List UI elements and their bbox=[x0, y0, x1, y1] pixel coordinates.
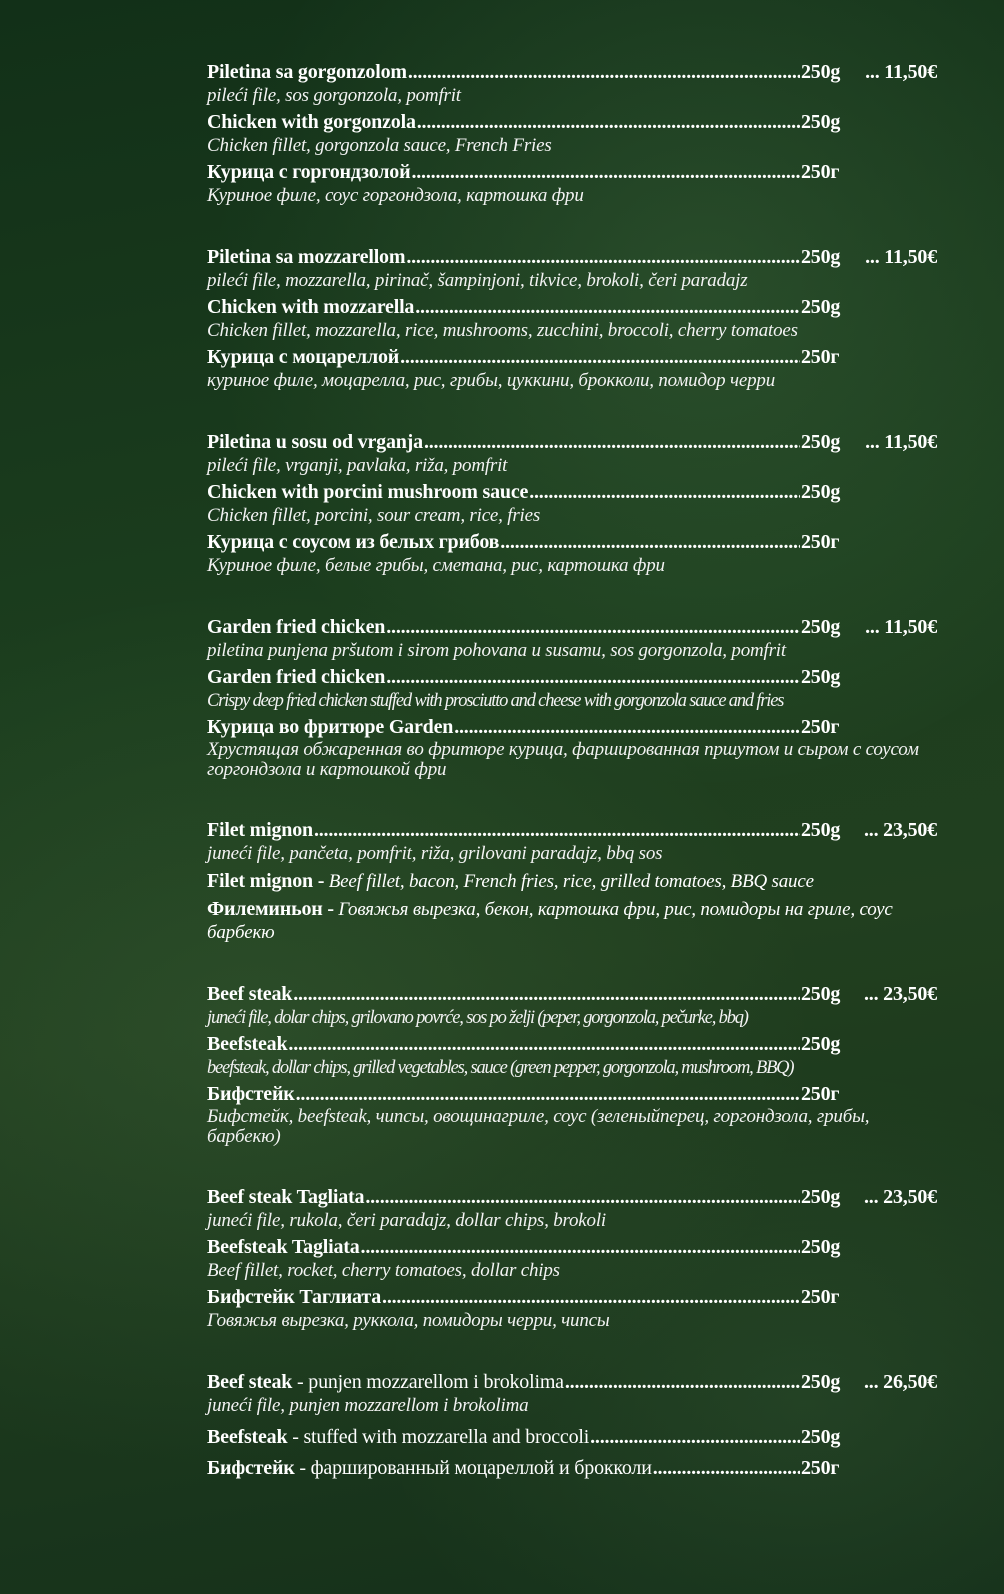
dish-description: pileći file, mozzarella, pirinač, šampinjoni, tikvice, brokoli, čeri paradajz bbox=[207, 270, 748, 291]
leader-dots bbox=[653, 1456, 800, 1481]
dish-line bbox=[207, 1456, 937, 1481]
dish-line bbox=[207, 345, 937, 370]
dish-description: Говяжья вырезка, руккола, помидоры черри, чипсы bbox=[207, 1310, 610, 1331]
dish-subtitle: - фаршированный моцареллой и брокколи bbox=[294, 1457, 652, 1479]
menu-item-beef-steak-stuffed bbox=[207, 1370, 937, 1481]
dish-weight: 250g bbox=[801, 1236, 841, 1258]
dish-weight: 250g bbox=[801, 616, 841, 638]
dish-line bbox=[207, 60, 937, 85]
dish-price: ... 11,50€ bbox=[865, 61, 937, 83]
dish-name: Piletina u sosu od vrganja bbox=[207, 431, 423, 453]
menu-item-filet-mignon bbox=[207, 818, 937, 944]
dish-line bbox=[207, 430, 937, 455]
dish-description: Хрустящая обжаренная во фритюре курица, фаршированная пршутом и сыром с соусом горгондзола и картошкой фри bbox=[207, 739, 919, 780]
dish-weight: 250г bbox=[801, 161, 840, 183]
leader-dots bbox=[293, 982, 800, 1007]
dish-name: Garden fried chicken bbox=[207, 666, 386, 688]
dish-weight: 250г bbox=[801, 1457, 840, 1479]
leader-dots bbox=[314, 818, 800, 843]
dish-line bbox=[207, 530, 937, 555]
dish-description: Говяжья вырезка, бекон, картошка фри, рис, помидоры на гриле, соус барбекю bbox=[207, 899, 893, 943]
dish-weight: 250g bbox=[801, 666, 841, 688]
dish-name: Beefsteak bbox=[207, 1033, 288, 1055]
dish-line bbox=[207, 665, 937, 690]
dish-name: Beefsteak Tagliata bbox=[207, 1236, 360, 1258]
dish-name: Piletina sa mozzarellom bbox=[207, 246, 406, 268]
dish-description: Бифстейк, beefsteak, чипсы, овощинагриле, соус (зеленыйперец, горгондзола, грибы, барбекю) bbox=[207, 1106, 870, 1147]
dish-name: Beefsteak bbox=[207, 1426, 288, 1448]
dish-description: pileći file, sos gorgonzola, pomfrit bbox=[207, 85, 461, 106]
leader-dots bbox=[500, 530, 800, 555]
dish-subtitle: - stuffed with mozzarella and broccoli bbox=[287, 1426, 590, 1448]
dish-name: Филеминьон - bbox=[207, 898, 334, 920]
menu-list bbox=[207, 60, 937, 1519]
dish-weight: 250g bbox=[801, 1371, 841, 1393]
menu-item-beef-steak bbox=[207, 982, 937, 1147]
dish-description: куриное филе, моцарелла, рис, грибы, цуккини, брокколи, помидор черри bbox=[207, 370, 776, 391]
leader-dots bbox=[361, 1235, 800, 1260]
leader-dots bbox=[386, 665, 800, 690]
dish-line bbox=[207, 982, 937, 1007]
leader-dots bbox=[400, 345, 800, 370]
dish-description: Beef fillet, bacon, French fries, rice, grilled tomatoes, BBQ sauce bbox=[324, 871, 814, 892]
dish-description: juneći file, punjen mozzarellom i brokolima bbox=[207, 1395, 529, 1416]
dish-line bbox=[207, 715, 937, 740]
dish-name: Beef steak Tagliata bbox=[207, 1186, 365, 1208]
dish-description: Куриное филе, соус горгондзола, картошка фри bbox=[207, 185, 584, 206]
dish-line bbox=[207, 1285, 937, 1310]
dish-description: Beef fillet, rocket, cherry tomatoes, dollar chips bbox=[207, 1260, 560, 1281]
dish-line bbox=[207, 245, 937, 270]
dish-description: Куриное филе, белые грибы, сметана, рис, картошка фри bbox=[207, 555, 665, 576]
dish-price: ... 11,50€ bbox=[865, 246, 937, 268]
dish-name: Filet mignon bbox=[207, 819, 313, 841]
dish-weight: 250г bbox=[801, 1286, 840, 1308]
menu-item-beef-steak-tagliata bbox=[207, 1185, 937, 1332]
dish-price: ... 23,50€ bbox=[863, 819, 937, 841]
dish-line bbox=[207, 1235, 937, 1260]
dish-name: Beef steak bbox=[207, 1371, 293, 1393]
leader-dots bbox=[424, 430, 800, 455]
dish-weight: 250g bbox=[801, 296, 841, 318]
dish-subtitle: - punjen mozzarellom i brokolima bbox=[292, 1371, 564, 1393]
dish-name: Chicken with gorgonzola bbox=[207, 111, 416, 133]
menu-item-garden-fried-chicken bbox=[207, 615, 937, 780]
dish-price: ... 11,50€ bbox=[865, 431, 937, 453]
dish-weight: 250г bbox=[801, 1083, 840, 1105]
dish-line bbox=[207, 110, 937, 135]
dish-line bbox=[207, 1082, 937, 1107]
dish-description: beefsteak, dollar chips, grilled vegetables, sauce (green pepper, gorgonzola, mushroom, BBQ) bbox=[207, 1058, 794, 1078]
dish-name: Курица во фритюре Garden bbox=[207, 716, 454, 738]
leader-dots bbox=[565, 1370, 800, 1395]
dish-description: Chicken fillet, porcini, sour cream, rice, fries bbox=[207, 505, 541, 526]
dish-weight: 250g bbox=[801, 819, 841, 841]
dish-name-group bbox=[207, 1425, 589, 1450]
dish-price: ... 26,50€ bbox=[863, 1371, 937, 1393]
dish-weight: 250г bbox=[801, 346, 840, 368]
leader-dots bbox=[529, 480, 800, 505]
leader-dots bbox=[365, 1185, 800, 1210]
leader-dots bbox=[408, 60, 800, 85]
leader-dots bbox=[590, 1425, 800, 1450]
dish-description: juneći file, pančeta, pomfrit, riža, grilovani paradajz, bbq sos bbox=[207, 843, 663, 864]
menu-item-chicken-gorgonzola bbox=[207, 60, 937, 207]
dish-description: Chicken fillet, mozzarella, rice, mushrooms, zucchini, broccoli, cherry tomatoes bbox=[207, 320, 798, 341]
dish-price: ... 11,50€ bbox=[865, 616, 937, 638]
leader-dots bbox=[406, 245, 800, 270]
leader-dots bbox=[386, 615, 800, 640]
dish-name: Курица с горгондзолой bbox=[207, 161, 411, 183]
dish-weight: 250g bbox=[801, 246, 841, 268]
dish-line bbox=[207, 615, 937, 640]
dish-name: Chicken with mozzarella bbox=[207, 296, 415, 318]
dish-line bbox=[207, 295, 937, 320]
leader-dots bbox=[454, 715, 800, 740]
dish-description: Chicken fillet, gorgonzola sauce, French Fries bbox=[207, 135, 552, 156]
dish-name: Курица с моцареллой bbox=[207, 346, 400, 368]
leader-dots bbox=[417, 110, 800, 135]
leader-dots bbox=[415, 295, 800, 320]
dish-line bbox=[207, 818, 937, 843]
dish-description: Crispy deep fried chicken stuffed with prosciutto and cheese with gorgonzola sauce and fries bbox=[207, 691, 784, 711]
dish-weight: 250g bbox=[801, 1426, 841, 1448]
dish-weight: 250g bbox=[801, 1186, 841, 1208]
dish-weight: 250г bbox=[801, 531, 840, 553]
leader-dots bbox=[411, 160, 800, 185]
dish-weight: 250g bbox=[801, 431, 841, 453]
leader-dots bbox=[296, 1082, 800, 1107]
dish-weight: 250g bbox=[801, 61, 841, 83]
menu-item-chicken-porcini bbox=[207, 430, 937, 577]
dish-price: ... 23,50€ bbox=[863, 1186, 937, 1208]
dish-weight: 250г bbox=[801, 716, 840, 738]
dish-name-group bbox=[207, 1456, 652, 1481]
dish-description: pileći file, vrganji, pavlaka, riža, pomfrit bbox=[207, 455, 508, 476]
dish-weight: 250g bbox=[801, 983, 841, 1005]
dish-line bbox=[207, 1370, 937, 1395]
dish-weight: 250g bbox=[801, 1033, 841, 1055]
menu-item-chicken-mozzarella bbox=[207, 245, 937, 392]
dish-name: Бифстейк bbox=[207, 1457, 295, 1479]
leader-dots bbox=[382, 1285, 800, 1310]
dish-description: juneći file, rukola, čeri paradajz, dollar chips, brokoli bbox=[207, 1210, 606, 1231]
dish-name: Бифстейк Таглиата bbox=[207, 1286, 382, 1308]
dish-line bbox=[207, 1425, 937, 1450]
dish-name-group bbox=[207, 1370, 564, 1395]
dish-line bbox=[207, 1032, 937, 1057]
dish-line bbox=[207, 1185, 937, 1210]
dish-description: piletina punjena pršutom i sirom pohovana u susamu, sos gorgonzola, pomfrit bbox=[207, 640, 786, 661]
dish-line bbox=[207, 480, 937, 505]
dish-line bbox=[207, 898, 937, 944]
dish-weight: 250g bbox=[801, 111, 841, 133]
dish-name: Piletina sa gorgonzolom bbox=[207, 61, 407, 83]
leader-dots bbox=[288, 1032, 800, 1057]
dish-name: Beef steak bbox=[207, 983, 293, 1005]
dish-line bbox=[207, 160, 937, 185]
dish-description: juneći file, dolar chips, grilovano povrće, sos po želji (peper, gorgonzola, pečurke, bbq) bbox=[207, 1008, 748, 1028]
dish-name: Бифстейк bbox=[207, 1083, 295, 1105]
dish-price: ... 23,50€ bbox=[863, 983, 937, 1005]
dish-name: Filet mignon - bbox=[207, 870, 325, 892]
dish-name: Курица с соусом из белых грибов bbox=[207, 531, 500, 553]
dish-line bbox=[207, 869, 937, 894]
dish-weight: 250g bbox=[801, 481, 841, 503]
dish-name: Garden fried chicken bbox=[207, 616, 386, 638]
dish-name: Chicken with porcini mushroom sauce bbox=[207, 481, 529, 503]
